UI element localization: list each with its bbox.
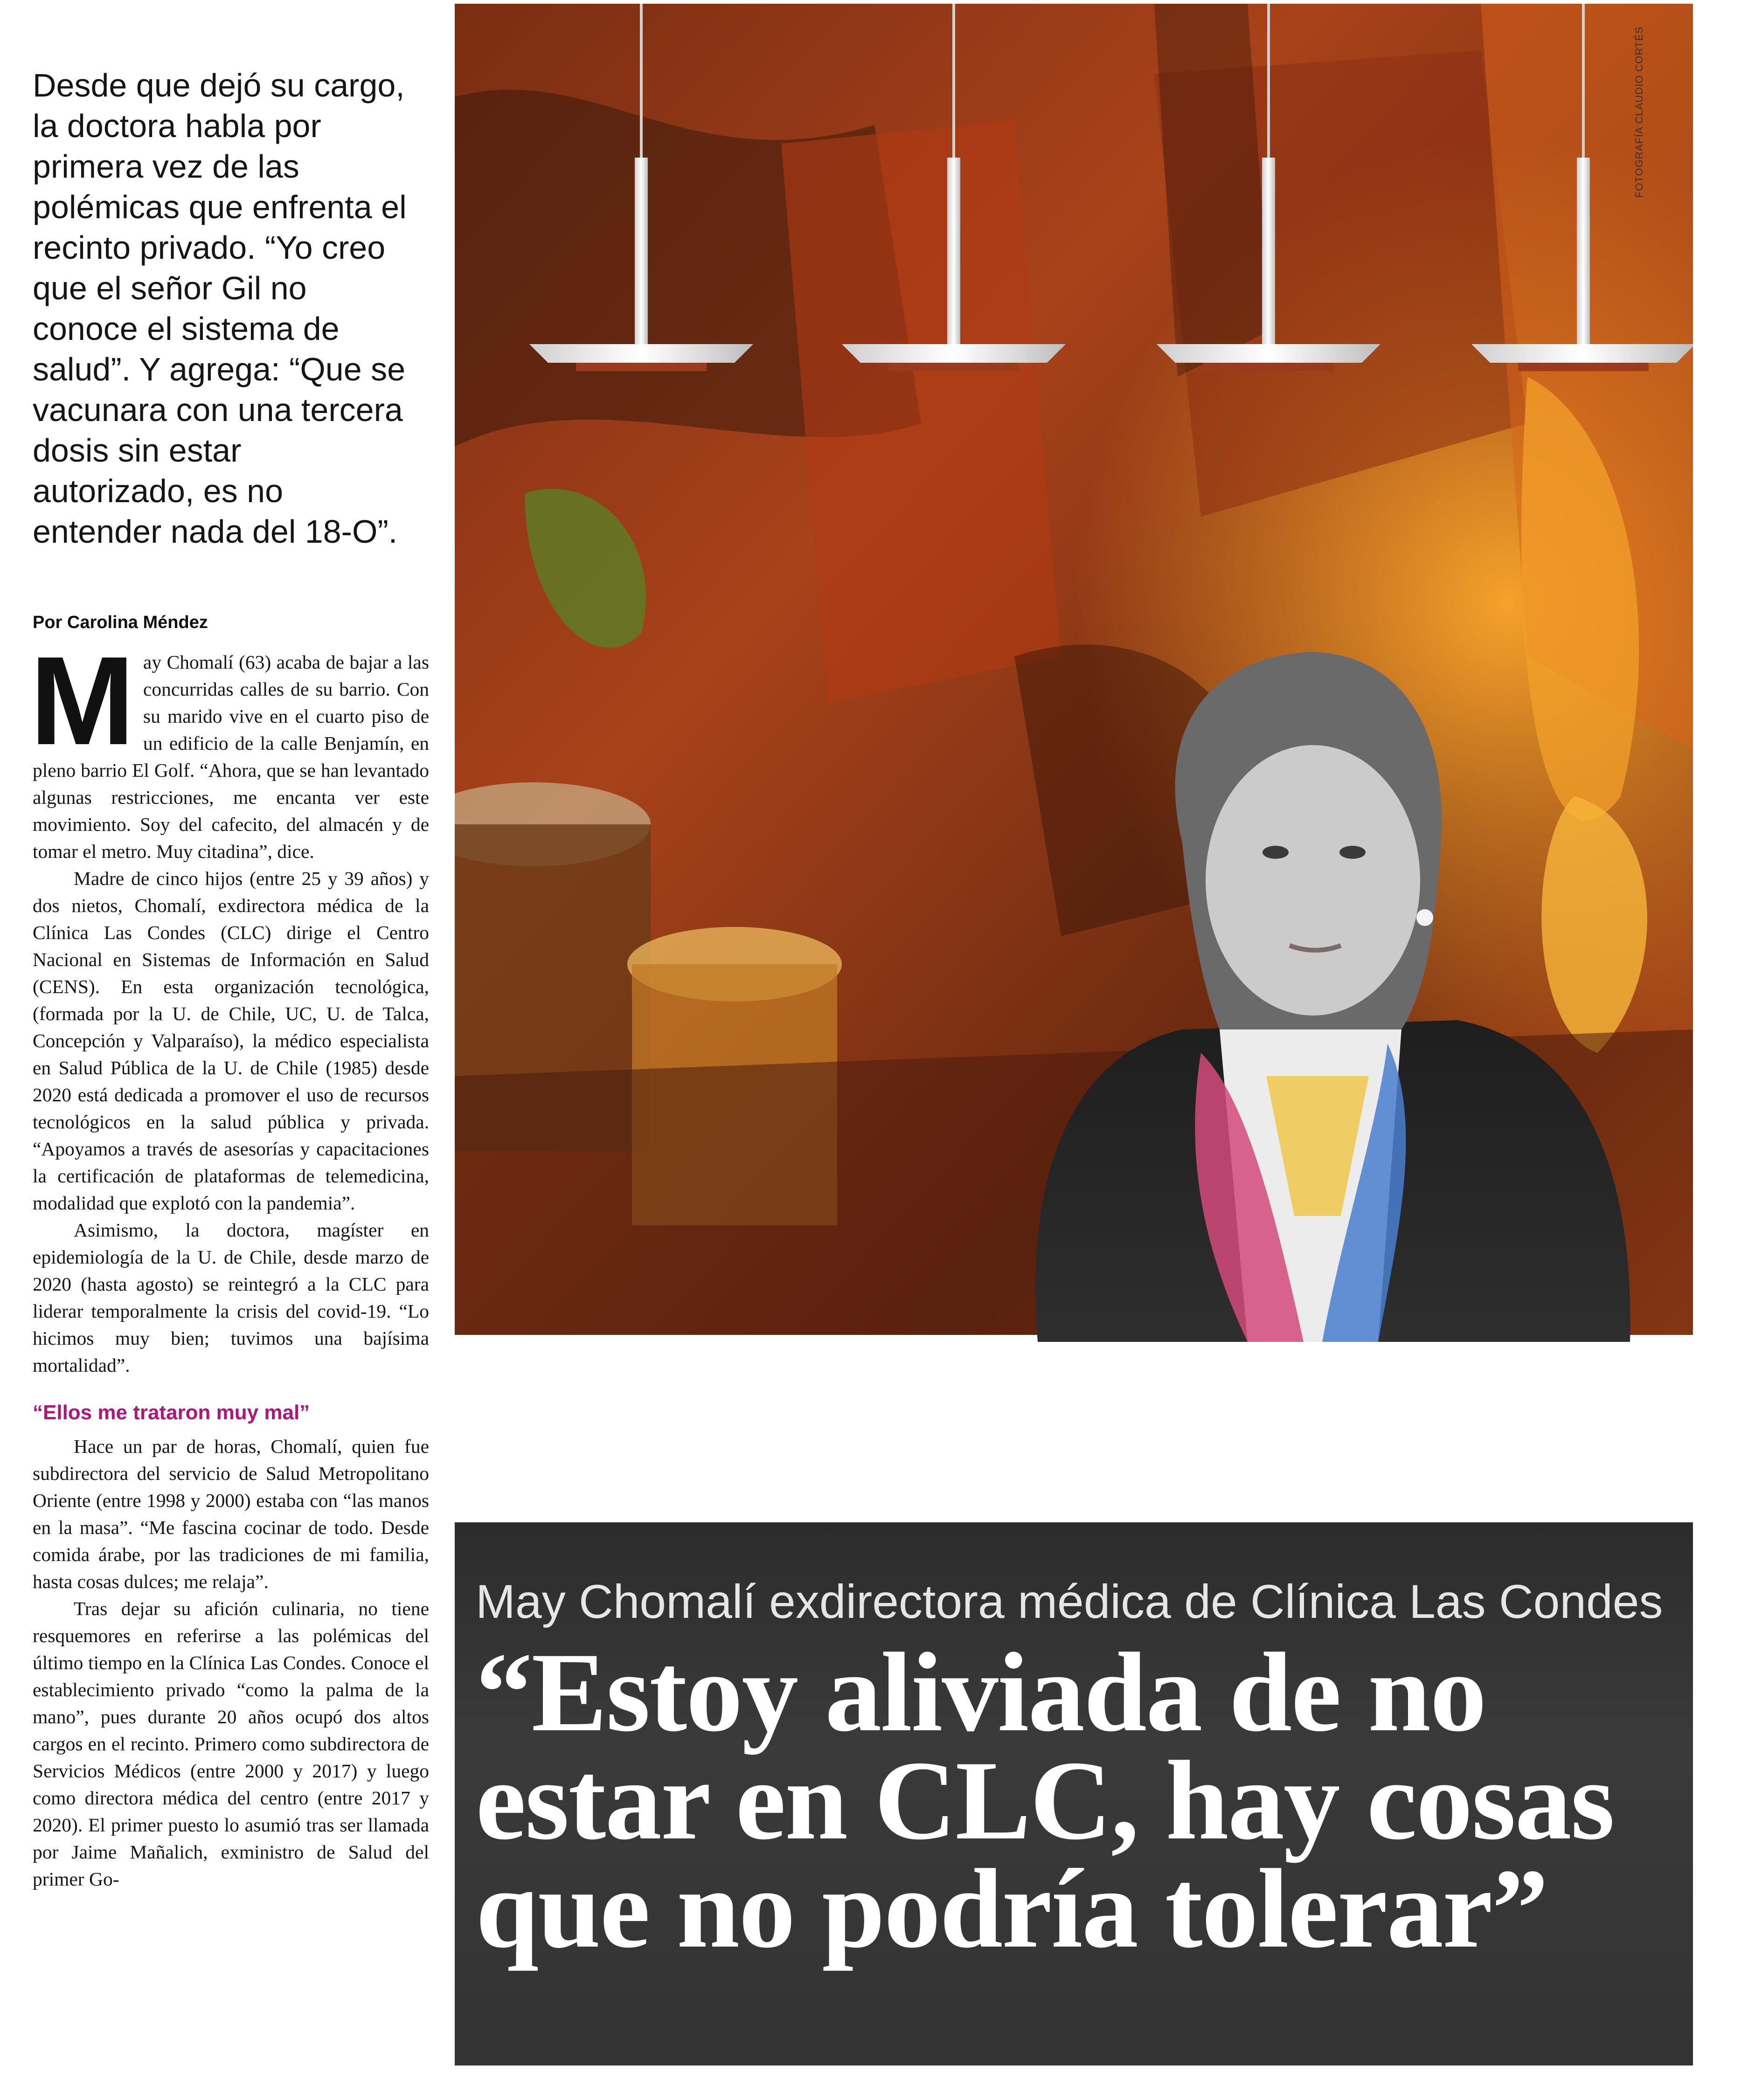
section-subhead: “Ellos me trataron muy mal” [33, 1401, 310, 1424]
article-deck: Desde que dejó su cargo, la doctora habla por primera vez de las polémicas que enfrenta el recinto privado. “Yo creo que el señor Gil no conoce el sistema de salud”. Y agrega: “Que se vacunara con una tercera dosis sin estar autorizado, es no entender nada del 18-O”. [33, 67, 407, 550]
body-paragraph: Madre de cinco hijos (entre 25 y 39 años) y dos nietos, Chomalí, exdirectora médica de la Clínica Las Condes (CLC) dirige el Centro Nacional en Sistemas de Información en Salud (CENS). En esta organización tecnológica, (formada por la U. de Chile, UC, U. de Talca, Concepción y Valparaíso), la médico especialista en Salud Pública de la U. de Chile (1985) desde 2020 está dedicada a promover el uso de recursos tecnológicos en la salud pública y privada. “Apoyamos a través de asesorías y capacitaciones la certificación de plataformas de telemedicina, modalidad que explotó con la pandemia”. [33, 868, 429, 1214]
body-paragraph: Tras dejar su afición culinaria, no tiene resquemores en referirse a las polémicas del último tiempo en la Clínica Las Condes. Conoce el establecimiento privado “como la palma de la mano”, pues durante 20 años ocupó dos altos cargos en el recinto. Primero como subdirectora de Servicios Médicos (entre 2000 y 2017) y luego como directora médica del centro (entre 2017 y 2020). El primer puesto lo asumió tras ser llamada por Jaime Mañalich, exministro de Salud del primer Go- [33, 1598, 429, 1890]
portrait-photo [455, 4, 1698, 1349]
left-column [30, 65, 429, 1893]
body-paragraph: Hace un par de horas, Chomalí, quien fue subdirectora del servicio de Salud Metropolitano Oriente (entre 1998 y 2000) estaba con “las manos en la masa”. “Me fascina cocinar de todo. Desde comida árabe, por las tradiciones de mi familia, hasta cosas dulces; me relaja”. [33, 1436, 429, 1592]
byline: Por Carolina Méndez [33, 613, 208, 632]
drop-cap: M [30, 631, 135, 771]
headline-box [455, 1522, 1693, 2065]
body-paragraph: Asimismo, la doctora, magíster en epidemiología de la U. de Chile, desde marzo de 2020 (hasta agosto) se reintegró a la CLC para liderar temporalmente la crisis del covid-19. “Lo hicimos muy bien; tuvimos una bajísima mortalidad”. [33, 1219, 429, 1376]
photo-credit: FOTOGRAFÍA CLAUDIO CORTÉS [1633, 26, 1645, 198]
painting-background [455, 4, 1693, 1342]
paragraph-text: ay Chomalí (63) acaba de bajar a las concurridas calles de su barrio. Con su marido vive en el cuarto piso de un edificio de la calle Benjamín, en pleno barrio El Golf. “Ahora, que se han levantado algunas restricciones, me encanta ver este movimiento. Soy del cafecito, del almacén y de tomar el metro. Muy citadina”, dice. [33, 651, 429, 862]
main-headline: “Estoy aliviada de no estar en CLC, hay cosas que no podría tolerar” [476, 1629, 1614, 1971]
body-paragraph [30, 631, 429, 865]
headline-kicker: May Chomalí exdirectora médica de Clínica Las Condes [476, 1575, 1663, 1628]
article-body [30, 631, 429, 1893]
